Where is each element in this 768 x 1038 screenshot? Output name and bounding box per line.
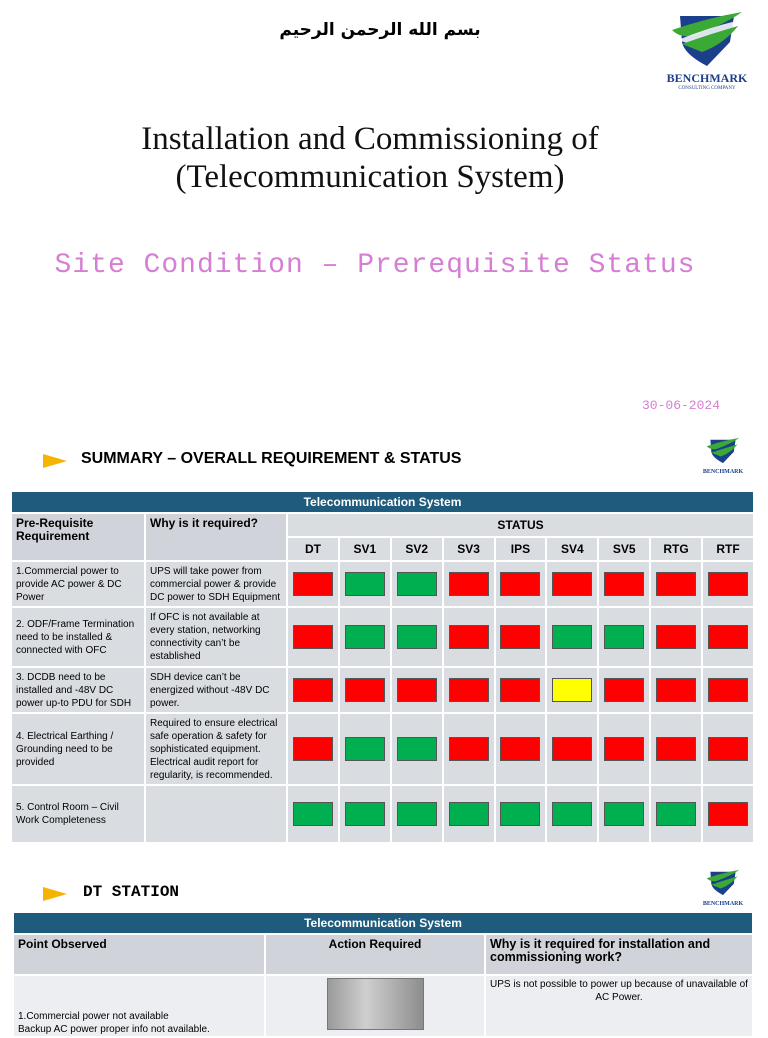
status-cell [651,668,701,712]
station-header: SV1 [340,538,390,560]
status-cell [547,562,597,606]
col-header-action: Action Required [266,935,484,974]
status-cell [651,608,701,666]
table-row [12,668,753,712]
dt-station-heading: DT STATION [83,883,180,901]
status-indicator-red [293,625,333,649]
requirement-cell: 2. ODF/Frame Termination need to be installed & connected with OFC [12,608,144,666]
table-row [12,562,753,606]
status-indicator-green [604,802,644,826]
station-header: IPS [496,538,546,560]
status-cell [340,562,390,606]
status-cell [392,714,442,784]
status-cell [599,562,649,606]
status-indicator-red [708,678,748,702]
status-cell [599,608,649,666]
status-indicator-green [397,625,437,649]
status-cell [288,714,338,784]
status-indicator-yellow [552,678,592,702]
summary-table [10,490,755,844]
section-arrow-icon [43,454,67,468]
status-indicator-red [449,737,489,761]
point-observed-line: Backup AC power proper info not available. [18,1024,210,1035]
status-cell [547,668,597,712]
why-cell [146,786,286,842]
col-header-status: STATUS [288,514,753,536]
status-indicator-green [552,802,592,826]
status-cell [599,714,649,784]
status-cell [599,668,649,712]
benchmark-logo [662,8,752,91]
status-indicator-red [656,572,696,596]
point-observed-cell [14,976,264,1036]
status-indicator-green [449,802,489,826]
logo-name: BENCHMARK [702,469,744,475]
table-row [12,714,753,784]
status-indicator-red [293,737,333,761]
benchmark-logo-small [700,868,746,907]
logo-shield-icon [700,868,746,896]
status-cell [651,714,701,784]
status-indicator-red [604,572,644,596]
logo-name: BENCHMARK [702,901,744,907]
status-cell [496,608,546,666]
summary-body [12,562,753,842]
status-indicator-red [656,625,696,649]
station-header: RTG [651,538,701,560]
status-cell [392,786,442,842]
status-indicator-red [500,678,540,702]
requirement-cell: 1.Commercial power to provide AC power & DC Power [12,562,144,606]
status-cell [496,668,546,712]
status-cell [651,562,701,606]
status-indicator-red [656,737,696,761]
status-cell [703,608,753,666]
status-cell [392,668,442,712]
status-indicator-green [397,572,437,596]
why-cell: UPS is not possible to power up because of unavailable of AC Power. [486,976,752,1036]
logo-shield-icon [700,436,746,464]
status-indicator-red [552,737,592,761]
col-header-requirement: Pre-Requisite Requirement [12,514,144,560]
requirement-cell: 3. DCDB need to be installed and -48V DC power up-to PDU for SDH [12,668,144,712]
status-cell [340,608,390,666]
title-line-2: (Telecommunication System) [175,159,565,195]
status-cell [340,786,390,842]
status-cell [651,786,701,842]
status-cell [340,668,390,712]
page-title [0,120,740,196]
action-photo-cell [266,976,484,1036]
status-indicator-red [449,678,489,702]
status-cell [444,714,494,784]
status-indicator-green [500,802,540,826]
why-cell: If OFC is not available at every station, networking connectivity can’t be established [146,608,286,666]
status-cell [496,786,546,842]
status-cell [703,562,753,606]
summary-heading: SUMMARY – OVERALL REQUIREMENT & STATUS [81,450,462,467]
station-header: SV5 [599,538,649,560]
status-indicator-red [500,625,540,649]
why-cell: Required to ensure electrical safe operation & safety for sophisticated equipment. Electrical audit report for regularity, is recommended. [146,714,286,784]
logo-shield-icon [662,8,752,68]
status-indicator-green [397,737,437,761]
status-indicator-red [552,572,592,596]
status-cell [288,562,338,606]
requirement-cell: 5. Control Room – Civil Work Completeness [12,786,144,842]
status-indicator-green [604,625,644,649]
bismillah-text: بسم الله الرحمن الرحيم [279,20,481,40]
report-date: 30-06-2024 [641,398,720,413]
status-indicator-red [345,678,385,702]
table-band-title: Telecommunication System [12,492,753,512]
status-indicator-red [449,572,489,596]
status-cell [599,786,649,842]
col-header-why: Why is it required? [146,514,286,560]
status-cell [288,608,338,666]
logo-tagline: CONSULTING COMPANY [678,86,736,91]
station-header: SV2 [392,538,442,560]
status-indicator-red [604,737,644,761]
status-indicator-red [293,572,333,596]
status-cell [444,608,494,666]
status-cell [392,562,442,606]
status-cell [444,562,494,606]
status-indicator-green [293,802,333,826]
status-cell [444,668,494,712]
status-indicator-red [708,802,748,826]
table-row [12,608,753,666]
site-photo [327,978,424,1030]
status-indicator-red [708,737,748,761]
col-header-why: Why is it required for installation and commissioning work? [486,935,752,974]
status-indicator-red [500,737,540,761]
status-indicator-red [500,572,540,596]
status-cell [547,608,597,666]
status-indicator-green [345,572,385,596]
station-header: SV3 [444,538,494,560]
status-cell [703,786,753,842]
status-cell [340,714,390,784]
status-cell [288,668,338,712]
title-line-1: Installation and Commissioning of [141,121,599,157]
status-cell [547,714,597,784]
dt-station-table [12,911,754,1038]
station-header: SV4 [547,538,597,560]
benchmark-logo-small [700,436,746,475]
status-indicator-red [708,572,748,596]
status-indicator-red [397,678,437,702]
status-cell [547,786,597,842]
logo-name: BENCHMARK [666,71,748,85]
table-band-title: Telecommunication System [14,913,752,933]
status-indicator-red [656,678,696,702]
status-indicator-green [397,802,437,826]
col-header-point: Point Observed [14,935,264,974]
why-cell: SDH device can’t be energized without -48V DC power. [146,668,286,712]
status-cell [392,608,442,666]
status-indicator-green [345,737,385,761]
status-cell [444,786,494,842]
status-cell [288,786,338,842]
status-indicator-green [345,802,385,826]
status-cell [703,668,753,712]
status-cell [496,562,546,606]
page-subtitle: Site Condition – Prerequisite Status [54,250,696,281]
table-row [12,786,753,842]
status-cell [703,714,753,784]
point-observed-line: 1.Commercial power not available [18,1011,169,1022]
requirement-cell: 4. Electrical Earthing / Grounding need to be provided [12,714,144,784]
status-indicator-green [345,625,385,649]
status-indicator-red [293,678,333,702]
why-cell: UPS will take power from commercial power & provide DC power to SDH Equipment [146,562,286,606]
status-indicator-red [708,625,748,649]
status-indicator-red [604,678,644,702]
status-indicator-red [449,625,489,649]
station-header: RTF [703,538,753,560]
status-indicator-green [656,802,696,826]
status-cell [496,714,546,784]
station-header: DT [288,538,338,560]
status-indicator-green [552,625,592,649]
section-arrow-icon [43,887,67,901]
